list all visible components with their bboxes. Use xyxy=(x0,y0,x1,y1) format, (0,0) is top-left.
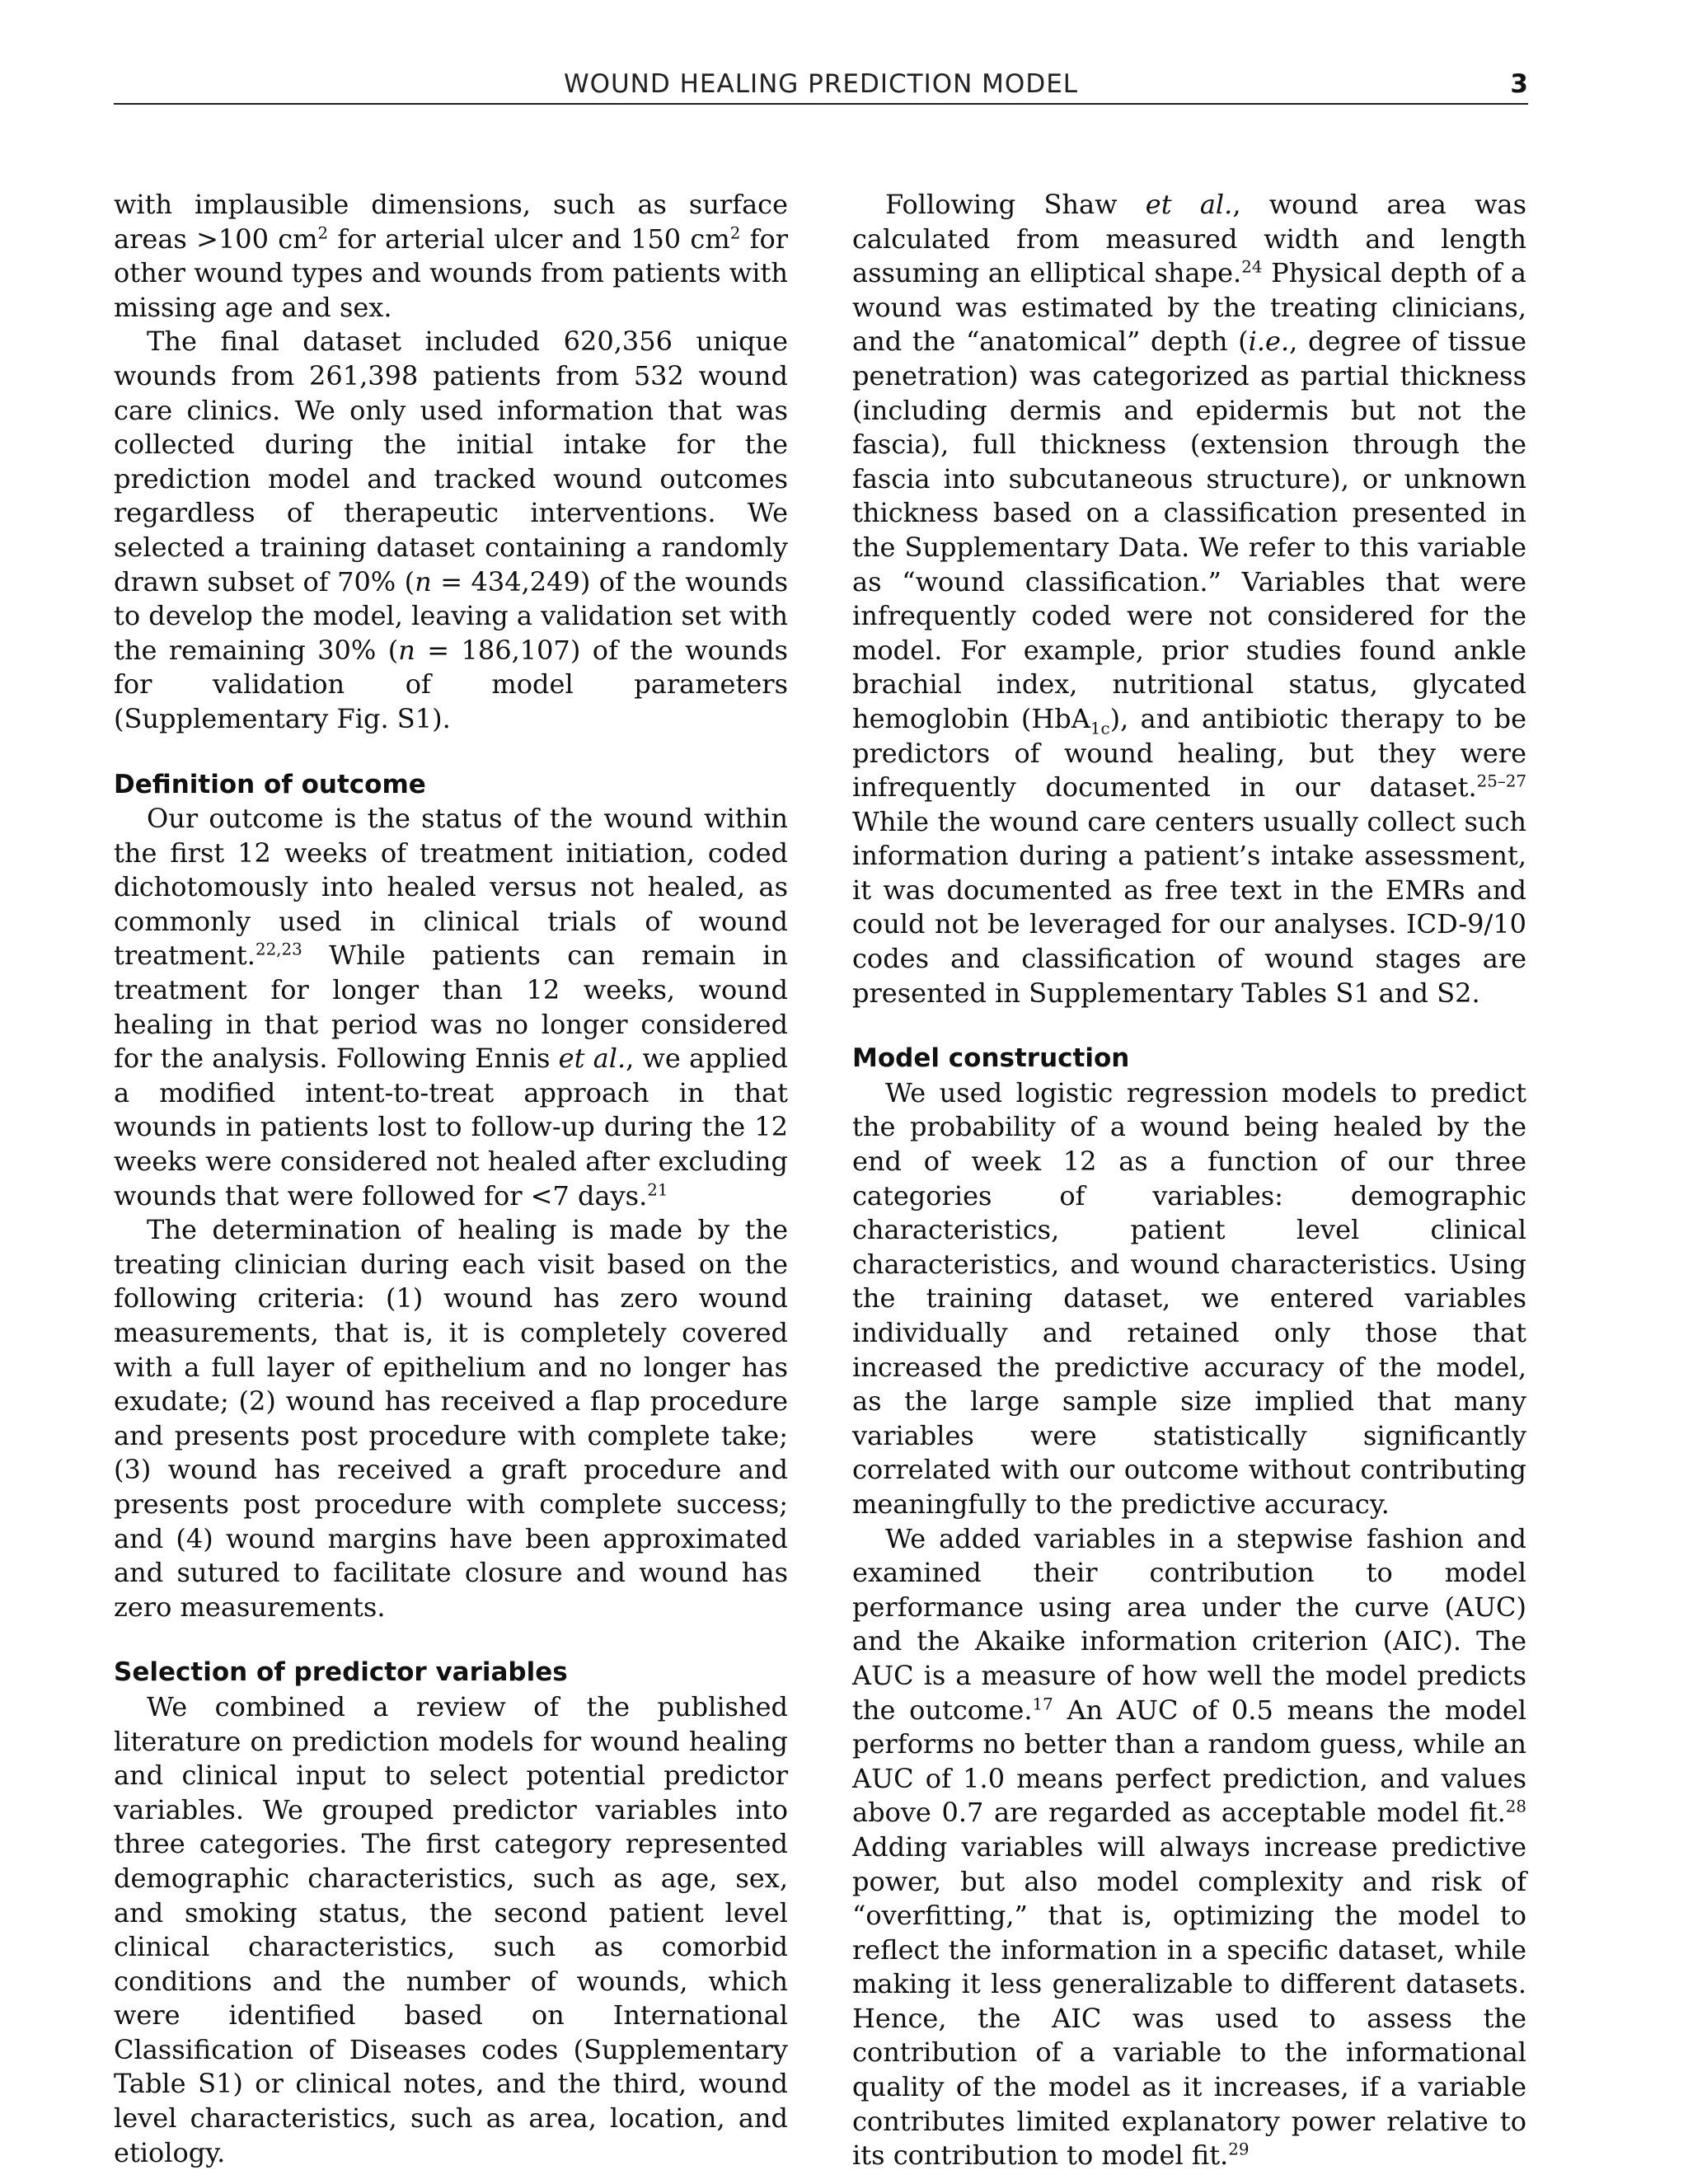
paragraph-auc-aic xyxy=(852,1522,1526,2173)
page-number: 3 xyxy=(1510,69,1528,99)
text-run: = 186,107) of the wounds for validation of model parameters (Supplementary Fig. S1). xyxy=(114,634,788,734)
left-column xyxy=(114,188,788,2170)
text-run: , we applied a modified intent-to-treat approach in that wounds in patients lost to follow-up during the 12 weeks were considered not healed after excluding wounds that were followed for <7 days. xyxy=(114,1043,789,1212)
text-run: with implausible dimensions, such as surface areas >100 cm xyxy=(114,189,788,255)
heading-definition-of-outcome: Definition of outcome xyxy=(114,769,426,799)
running-header xyxy=(114,66,1528,105)
text-run: While the wound care centers usually collect such information during a patient’s intake assessment, it was documented as free text in the EMRs and could not be leveraged for our analyses. ICD-9/10 codes and classification of wound stages are presented in Supplementary Tables S1 and S2. xyxy=(852,805,1526,1009)
text-run: The final dataset included 620,356 unique wounds from 261,398 patients from 532 wound care clinics. We only used information that was collected during the initial intake for the prediction model and tracked wound outcomes regardless of therapeutic interventions. We selected a training dataset containing a randomly drawn subset of 70% ( xyxy=(114,326,788,598)
running-title: WOUND HEALING PREDICTION MODEL xyxy=(563,69,1079,99)
paragraph-wound-area xyxy=(852,188,1526,1010)
paragraph-outcome xyxy=(114,802,788,1213)
text-run: Our outcome is the status of the wound within the first 12 weeks of treatment initiation, coded dichotomously into healed versus not healed, as commonly used in clinical trials of wound treatment. xyxy=(114,803,788,972)
text-run: Following Shaw xyxy=(885,189,1146,220)
citation-superscript: 17 xyxy=(1032,1694,1053,1713)
paragraph-final-dataset xyxy=(114,325,788,736)
italic-n: n xyxy=(415,565,432,598)
text-run: , wound area was calculated from measured width and length assuming an elliptical shape. xyxy=(852,189,1527,289)
text-run: for other wound types and wounds from patients with missing age and sex. xyxy=(114,223,789,323)
text-run: Physical depth of a wound was estimated by the treating clinicians, and the “anatomical” depth ( xyxy=(852,257,1527,358)
text-run: An AUC of 0.5 means the model performs no better than a random guess, while an AUC of 1.0 means perfect prediction, and values above 0.7 are regarded as acceptable model fit. xyxy=(852,1694,1527,1829)
heading-model-construction: Model construction xyxy=(852,1043,1130,1074)
text-run: = 434,249) of the wounds to develop the model, leaving a validation set with the remaining 30% ( xyxy=(114,565,789,666)
right-column xyxy=(852,188,1526,2173)
italic-et-al: et al. xyxy=(558,1043,626,1075)
citation-superscript: 22,23 xyxy=(255,940,302,959)
paragraph-exclusion-criteria xyxy=(114,188,788,325)
citation-superscript: 21 xyxy=(647,1179,668,1199)
italic-et-al: et al. xyxy=(1145,189,1233,220)
text-run: for arterial ulcer and 150 cm xyxy=(328,223,730,255)
citation-superscript: 25–27 xyxy=(1476,771,1526,791)
subscript: 1c xyxy=(1090,719,1110,738)
text-run: While patients can remain in treatment for longer than 12 weeks, wound healing in that period was no longer considered for the analysis. Following Ennis xyxy=(114,940,788,1075)
paragraph-healing-criteria: The determination of healing is made by the treating clinician during each visit based on the following criteria: (1) wound has zero wound measurements, that is, it is completely covered with a full layer of epithelium and no longer has exudate; (2) wound has received a flap procedure and presents post procedure with complete take; (3) wound has received a graft procedure and presents post procedure with complete success; and (4) wound margins have been approximated and sutured to facilitate closure and wound has zero measurements. xyxy=(114,1214,788,1623)
text-run: Adding variables will always increase predictive power, but also model complexity and risk of “overfitting,” that is, optimizing the model to reflect the information in a specific dataset, while making it less generalizable to different datasets. Hence, the AIC was used to assess the contribution of a variable to the informational quality of the model as it increases, if a variable contributes limited explanatory power relative to its contribution to model fit. xyxy=(852,1830,1526,2172)
text-run: ), and antibiotic therapy to be predictors of wound healing, but they were infrequently documented in our dataset. xyxy=(852,702,1527,804)
paragraph-predictor-variables: We combined a review of the published literature on prediction models for wound healing and clinical input to select potential predictor variables. We grouped predictor variables into three categories. The first category represented demographic characteristics, such as age, sex, and smoking status, the second patient level clinical characteristics, such as comorbid conditions and the number of wounds, which were identified based on International Classification of Diseases codes (Supplementary Table S1) or clinical notes, and the third, wound level characteristics, such as area, location, and etiology. xyxy=(114,1690,788,2168)
superscript: 2 xyxy=(317,223,329,242)
citation-superscript: 24 xyxy=(1241,257,1263,277)
italic-n: n xyxy=(398,634,415,666)
heading-selection-of-predictor-variables: Selection of predictor variables xyxy=(114,1657,568,1688)
citation-superscript: 29 xyxy=(1228,2139,1250,2159)
text-run: We added variables in a stepwise fashion and examined their contribution to model performance using area under the curve (AUC) and the Akaike information criterion (AIC). The AUC is a measure of how well the model predicts the outcome. xyxy=(852,1522,1526,1726)
citation-superscript: 28 xyxy=(1505,1797,1526,1816)
paragraph-logistic-regression: We used logistic regression models to predict the probability of a wound being healed by the end of week 12 as a function of our three categories of variables: demographic characteristics, patient level clinical characteristics, and wound characteristics. Using the training dataset, we entered variables individually and retained only those that increased the predictive accuracy of the model, as the large sample size implied that many variables were statistically significantly correlated with our outcome without contributing meaningfully to the predictive accuracy. xyxy=(852,1076,1526,1520)
text-run: , degree of tissue penetration) was categorized as partial thickness (including dermis and epidermis but not the fascia), full thickness (extension through the fascia into subcutaneous structure), or unknown thickness based on a classification presented in the Supplementary Data. We refer to this variable as “wound classification.” Variables that were infrequently coded were not considered for the model. For example, prior studies found ankle brachial index, nutritional status, glycated hemoglobin (HbA xyxy=(852,326,1527,734)
italic-ie: i.e. xyxy=(1248,326,1290,358)
superscript: 2 xyxy=(729,223,741,242)
